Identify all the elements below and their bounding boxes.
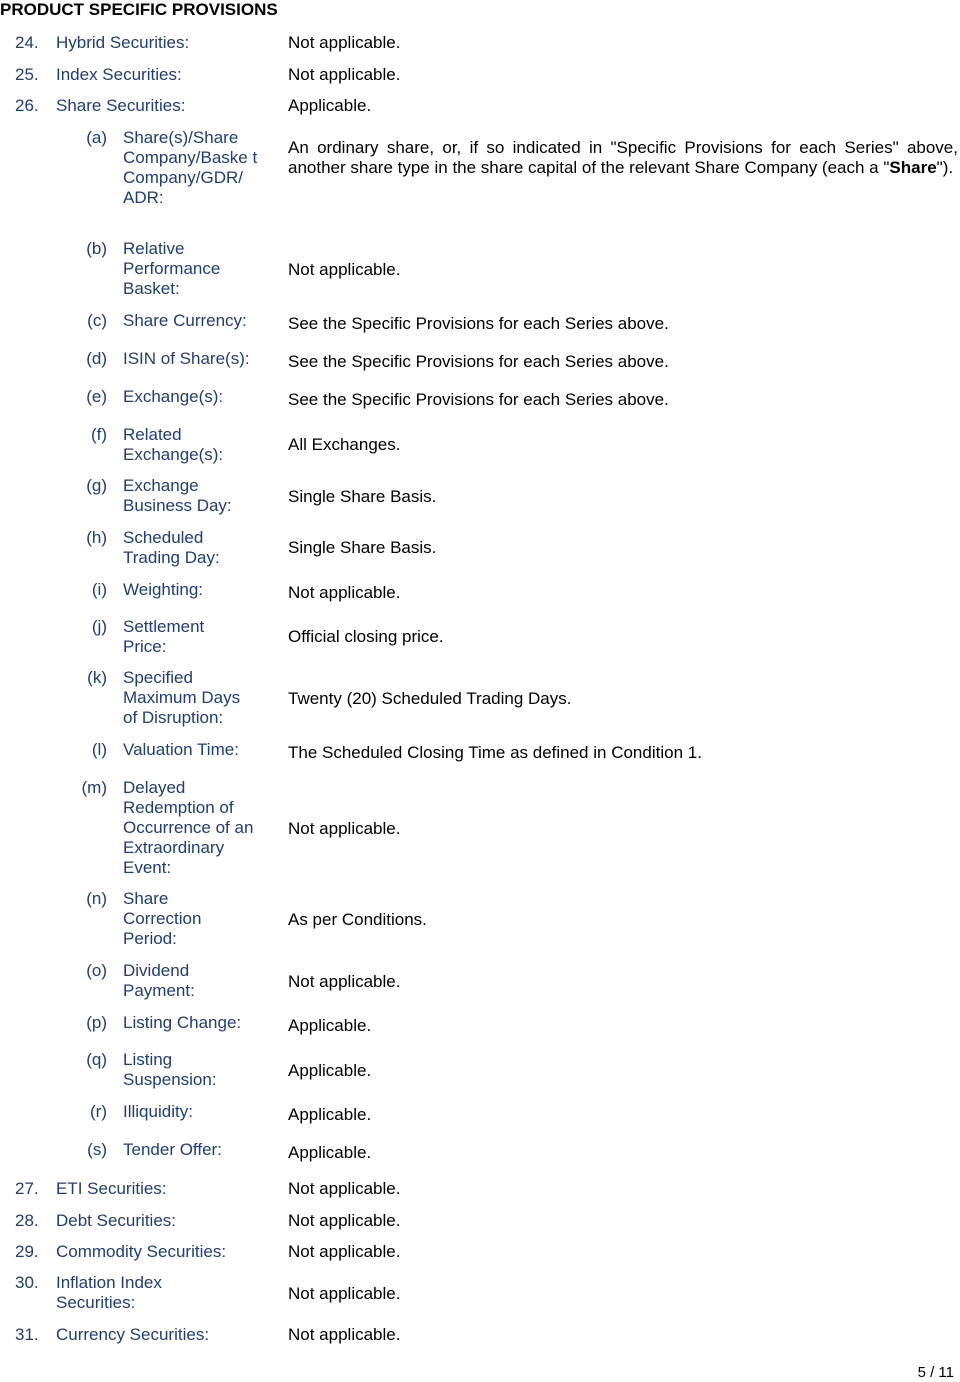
sub-provision-value: Single Share Basis. [288, 487, 437, 506]
provision-number: 30. [15, 1273, 39, 1292]
provision-value: Not applicable. [288, 1179, 401, 1198]
provision-label: Inflation Index Securities: [56, 1273, 162, 1312]
provision-label: Currency Securities: [56, 1325, 210, 1344]
provision-value: Applicable. [288, 96, 372, 115]
sub-provision-value: The Scheduled Closing Time as defined in Condition 1. [288, 743, 702, 762]
sub-provision-value: Single Share Basis. [288, 538, 437, 557]
sub-provision-label: Tender Offer: [123, 1140, 222, 1159]
provision-value: Not applicable. [288, 1242, 401, 1261]
provision-label: Index Securities: [56, 65, 182, 84]
sub-provision-letter: (q) [86, 1050, 107, 1069]
sub-provision-letter: (h) [86, 528, 107, 547]
sub-provision-value: Not applicable. [288, 972, 401, 991]
sub-provision-value [288, 138, 958, 178]
sub-provision-label: Delayed Redemption of Occurrence of an Extraordinary Event: [123, 778, 254, 877]
sub-provision-value: Applicable. [288, 1143, 372, 1162]
sub-provision-value: All Exchanges. [288, 435, 401, 454]
sub-provision-label: Listing Suspension: [123, 1050, 217, 1089]
sub-provision-value: Applicable. [288, 1105, 372, 1124]
sub-provision-value: Official closing price. [288, 627, 444, 646]
sub-provision-label: Valuation Time: [123, 740, 239, 759]
sub-provision-label: Dividend Payment: [123, 961, 195, 1000]
provision-value: Not applicable. [288, 1325, 401, 1344]
share-defined-term: Share [889, 158, 937, 177]
sub-provision-label: Listing Change: [123, 1013, 242, 1032]
sub-provision-letter: (c) [87, 311, 107, 330]
sub-provision-letter: (k) [87, 668, 107, 687]
provision-number: 27. [15, 1179, 39, 1198]
sub-provision-label: Exchange Business Day: [123, 476, 232, 515]
sub-provision-value: As per Conditions. [288, 910, 427, 929]
sub-provision-value: See the Specific Provisions for each Series above. [288, 314, 669, 333]
provision-label: Share Securities: [56, 96, 186, 115]
provision-number: 31. [15, 1325, 39, 1344]
provision-value: Not applicable. [288, 33, 401, 52]
share-definition-end: "). [936, 158, 954, 177]
sub-provision-label: ISIN of Share(s): [123, 349, 250, 368]
sub-provision-label: Share Correction Period: [123, 889, 202, 948]
provision-number: 29. [15, 1242, 39, 1261]
sub-provision-letter: (d) [86, 349, 107, 368]
sub-provision-letter: (i) [91, 580, 107, 599]
sub-provision-value: See the Specific Provisions for each Series above. [288, 390, 669, 409]
sub-provision-value: Not applicable. [288, 260, 401, 279]
provision-number: 26. [15, 96, 39, 115]
sub-provision-letter: (a) [86, 128, 107, 147]
sub-provision-label: Scheduled Trading Day: [123, 528, 220, 567]
sub-provision-value: Applicable. [288, 1016, 372, 1035]
sub-provision-value: Twenty (20) Scheduled Trading Days. [288, 689, 572, 708]
sub-provision-letter: (m) [81, 778, 107, 797]
sub-provision-label: Share Currency: [123, 311, 247, 330]
sub-provision-letter: (f) [90, 425, 107, 444]
sub-provision-label: Relative Performance Basket: [123, 239, 221, 298]
share-definition-text: An ordinary share, or, if so indicated in "Specific Provisions for each Series" above, another share type in the share capital of the relevant Share Company (each a " [288, 138, 958, 177]
provision-label: ETI Securities: [56, 1179, 167, 1198]
sub-provision-label: Weighting: [123, 580, 204, 599]
sub-provision-value: See the Specific Provisions for each Series above. [288, 352, 669, 371]
sub-provision-label: Share(s)/Share Company/Baske t Company/GDR/ ADR: [123, 128, 258, 207]
sub-provision-letter: (l) [91, 740, 107, 759]
provision-value: Not applicable. [288, 1284, 401, 1303]
sub-provision-label: Specified Maximum Days of Disruption: [123, 668, 241, 727]
provision-number: 28. [15, 1211, 39, 1230]
sub-provision-label: Related Exchange(s): [123, 425, 224, 464]
sub-provision-letter: (e) [86, 387, 107, 406]
sub-provision-letter: (o) [86, 961, 107, 980]
provision-number: 25. [15, 65, 39, 84]
page-title: PRODUCT SPECIFIC PROVISIONS [0, 0, 278, 19]
provision-value: Not applicable. [288, 1211, 401, 1230]
sub-provision-letter: (p) [86, 1013, 107, 1032]
provision-number: 24. [15, 33, 39, 52]
provision-value: Not applicable. [288, 65, 401, 84]
page-number: 5 / 11 [917, 1364, 954, 1381]
sub-provision-value: Not applicable. [288, 819, 401, 838]
sub-provision-letter: (r) [90, 1102, 107, 1121]
sub-provision-letter: (b) [86, 239, 107, 258]
sub-provision-letter: (n) [86, 889, 107, 908]
sub-provision-label: Exchange(s): [123, 387, 224, 406]
sub-provision-value: Applicable. [288, 1061, 372, 1080]
sub-provision-letter: (j) [91, 617, 107, 636]
provision-label: Commodity Securities: [56, 1242, 227, 1261]
sub-provision-label: Settlement Price: [123, 617, 205, 656]
sub-provision-letter: (g) [86, 476, 107, 495]
sub-provision-label: Illiquidity: [123, 1102, 193, 1121]
provision-label: Hybrid Securities: [56, 33, 190, 52]
sub-provision-value: Not applicable. [288, 583, 401, 602]
provision-label: Debt Securities: [56, 1211, 176, 1230]
sub-provision-letter: (s) [87, 1140, 107, 1159]
